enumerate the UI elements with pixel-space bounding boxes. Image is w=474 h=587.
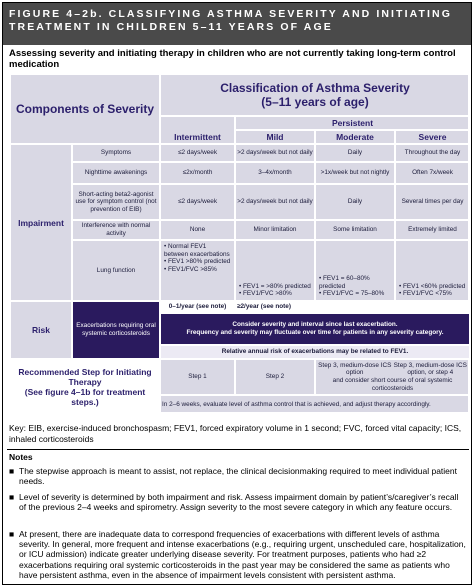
- nighttime-mild: 3–4x/month: [235, 162, 315, 184]
- col-mild: Mild: [235, 130, 315, 144]
- classification-header: [160, 74, 470, 116]
- divider: [7, 449, 469, 450]
- col-intermittent: Intermittent: [160, 116, 235, 144]
- note-item: [9, 529, 467, 580]
- nighttime-moderate: >1x/week but not nightly: [315, 162, 395, 184]
- lung-mild: [235, 240, 315, 301]
- col-moderate: Moderate: [315, 130, 395, 144]
- impairment-label: Impairment: [10, 144, 72, 301]
- risk-line-2: Frequency and severity may fluctuate over time for patients in any severity category.: [186, 329, 444, 336]
- nighttime-severe: Often 7x/week: [395, 162, 470, 184]
- symptoms-moderate: Daily: [315, 144, 395, 162]
- note-text-2: Level of severity is determined by both impairment and risk. Assess impairment domain by patient’s/caregiver’s recall of the previous 2–4 weeks and spirometry. Assign severity to the most severe category in which any feature occurs.: [19, 492, 459, 513]
- rec-moderate-severe: [315, 359, 470, 395]
- components-header: Components of Severity: [10, 74, 160, 144]
- risk-fev1-note: Relative annual risk of exacerbations may be related to FEV1.: [160, 345, 470, 359]
- risk-line-1: Consider severity and interval since last exacerbation.: [232, 321, 398, 329]
- bullet-icon: ■: [9, 492, 15, 502]
- severity-table: [9, 73, 469, 413]
- note-item: [9, 492, 467, 512]
- classification-title: Classification of Asthma Severity: [220, 81, 410, 95]
- row-label-symptoms: Symptoms: [72, 144, 160, 162]
- bullet-icon: ■: [9, 466, 15, 476]
- saba-mild: >2 days/week but not daily: [235, 184, 315, 220]
- lung-severe-line-1: • FEV1 <60% predicted: [399, 282, 466, 290]
- recommended-step-title: Recommended Step for Initiating Therapy: [18, 366, 152, 387]
- risk-row-label: Exacerbations requiring oral systemic corticosteroids: [72, 301, 160, 359]
- nighttime-intermittent: ≤2x/month: [160, 162, 235, 184]
- col-severe: Severe: [395, 130, 470, 144]
- rec-mild: Step 2: [235, 359, 315, 395]
- interference-mild: Minor limitation: [235, 220, 315, 240]
- lung-mild-line-1: • FEV1 = >80% predicted: [239, 282, 311, 290]
- rec-short-course: and consider short course of oral systemic corticosteroids: [332, 377, 453, 392]
- symptoms-intermittent: ≤2 days/week: [160, 144, 235, 162]
- intro-text: Assessing severity and initiating therapy in children who are not currently taking long-term control medication: [9, 48, 456, 70]
- lung-intermittent-line-3: • FEV1/FVC >85%: [164, 265, 217, 273]
- persistent-header: Persistent: [235, 116, 470, 130]
- lung-moderate: [315, 240, 395, 301]
- risk-label: Risk: [10, 301, 72, 359]
- figure-frame: [2, 2, 472, 585]
- lung-intermittent-line-1: • Normal FEV1 between exacerbations: [164, 243, 230, 258]
- note-item: [9, 466, 467, 486]
- classification-subtitle: (5–11 years of age): [261, 95, 369, 109]
- lung-severe-line-2: • FEV1/FVC <75%: [399, 290, 452, 298]
- figure-title-banner: [3, 3, 471, 45]
- interference-intermittent: None: [160, 220, 235, 240]
- rec-intermittent: Step 1: [160, 359, 235, 395]
- saba-intermittent: ≤2 days/week: [160, 184, 235, 220]
- lung-severe: [395, 240, 470, 301]
- recommended-step-header: [10, 359, 160, 414]
- saba-severe: Several times per day: [395, 184, 470, 220]
- recommended-step-reference: (See figure 4–1b for treatment steps.): [24, 386, 146, 407]
- note-text-1: The stepwise approach is meant to assist, not replace, the clinical decisionmaking required to meet individual patient needs.: [19, 466, 457, 487]
- row-label-saba-use: Short-acting beta2-agonist use for symptom control (not prevention of EIB): [72, 184, 160, 220]
- lung-intermittent-line-2: • FEV1 >80% predicted: [164, 258, 231, 266]
- interference-severe: Extremely limited: [395, 220, 470, 240]
- row-label-interference: Interference with normal activity: [72, 220, 160, 240]
- symptoms-mild: >2 days/week but not daily: [235, 144, 315, 162]
- key-text: Key: EIB, exercise-induced bronchospasm; FEV1, forced expiratory volume in 1 second; FVC, forced vital capacity; ICS, inhaled corticosteroids: [9, 423, 462, 444]
- rec-evaluation-note: In 2–6 weeks, evaluate level of asthma control that is achieved, and adjust therapy accordingly.: [160, 395, 470, 414]
- lung-moderate-line-1: • FEV1 = 60–80% predicted: [319, 275, 370, 290]
- rec-severe: Step 3, medium-dose ICS option, or step 4: [393, 361, 467, 377]
- saba-moderate: Daily: [315, 184, 395, 220]
- symptoms-severe: Throughout the day: [395, 144, 470, 162]
- rec-moderate: Step 3, medium-dose ICS option: [318, 361, 392, 377]
- row-label-nighttime: Nighttime awakenings: [72, 162, 160, 184]
- bullet-icon: ■: [9, 529, 15, 539]
- risk-persistent: ≥2/year (see note): [235, 301, 470, 313]
- notes-title: Notes: [9, 452, 33, 462]
- lung-moderate-line-2: • FEV1/FVC = 75–80%: [319, 290, 385, 298]
- lung-intermittent: [160, 240, 235, 301]
- figure-title-line-1: FIGURE 4–2b. CLASSIFYING ASTHMA SEVERITY AND INITIATING: [9, 8, 452, 20]
- risk-consider-box: [160, 313, 470, 345]
- risk-intermittent: 0–1/year (see note): [160, 301, 235, 313]
- note-text-3: At present, there are inadequate data to correspond frequencies of exacerbations with different levels of asthma severity. In general, more frequent and intense exacerbations (e.g., requiring urgent, unscheduled care, hospitalization, or ICU admission) indicate greater underlying disease severity. For treatment purposes, patients who had ≥2 exacerbations requiring oral systemic corticosteroids in the past year may be considered the same as patients who have persistent asthma, even in the absence of impairment levels consistent with persistent asthma.: [19, 529, 466, 580]
- row-label-lung-function: Lung function: [72, 240, 160, 301]
- figure-title-line-2: TREATMENT IN CHILDREN 5–11 YEARS OF AGE: [9, 21, 333, 33]
- lung-mild-line-2: • FEV1/FVC >80%: [239, 290, 292, 298]
- interference-moderate: Some limitation: [315, 220, 395, 240]
